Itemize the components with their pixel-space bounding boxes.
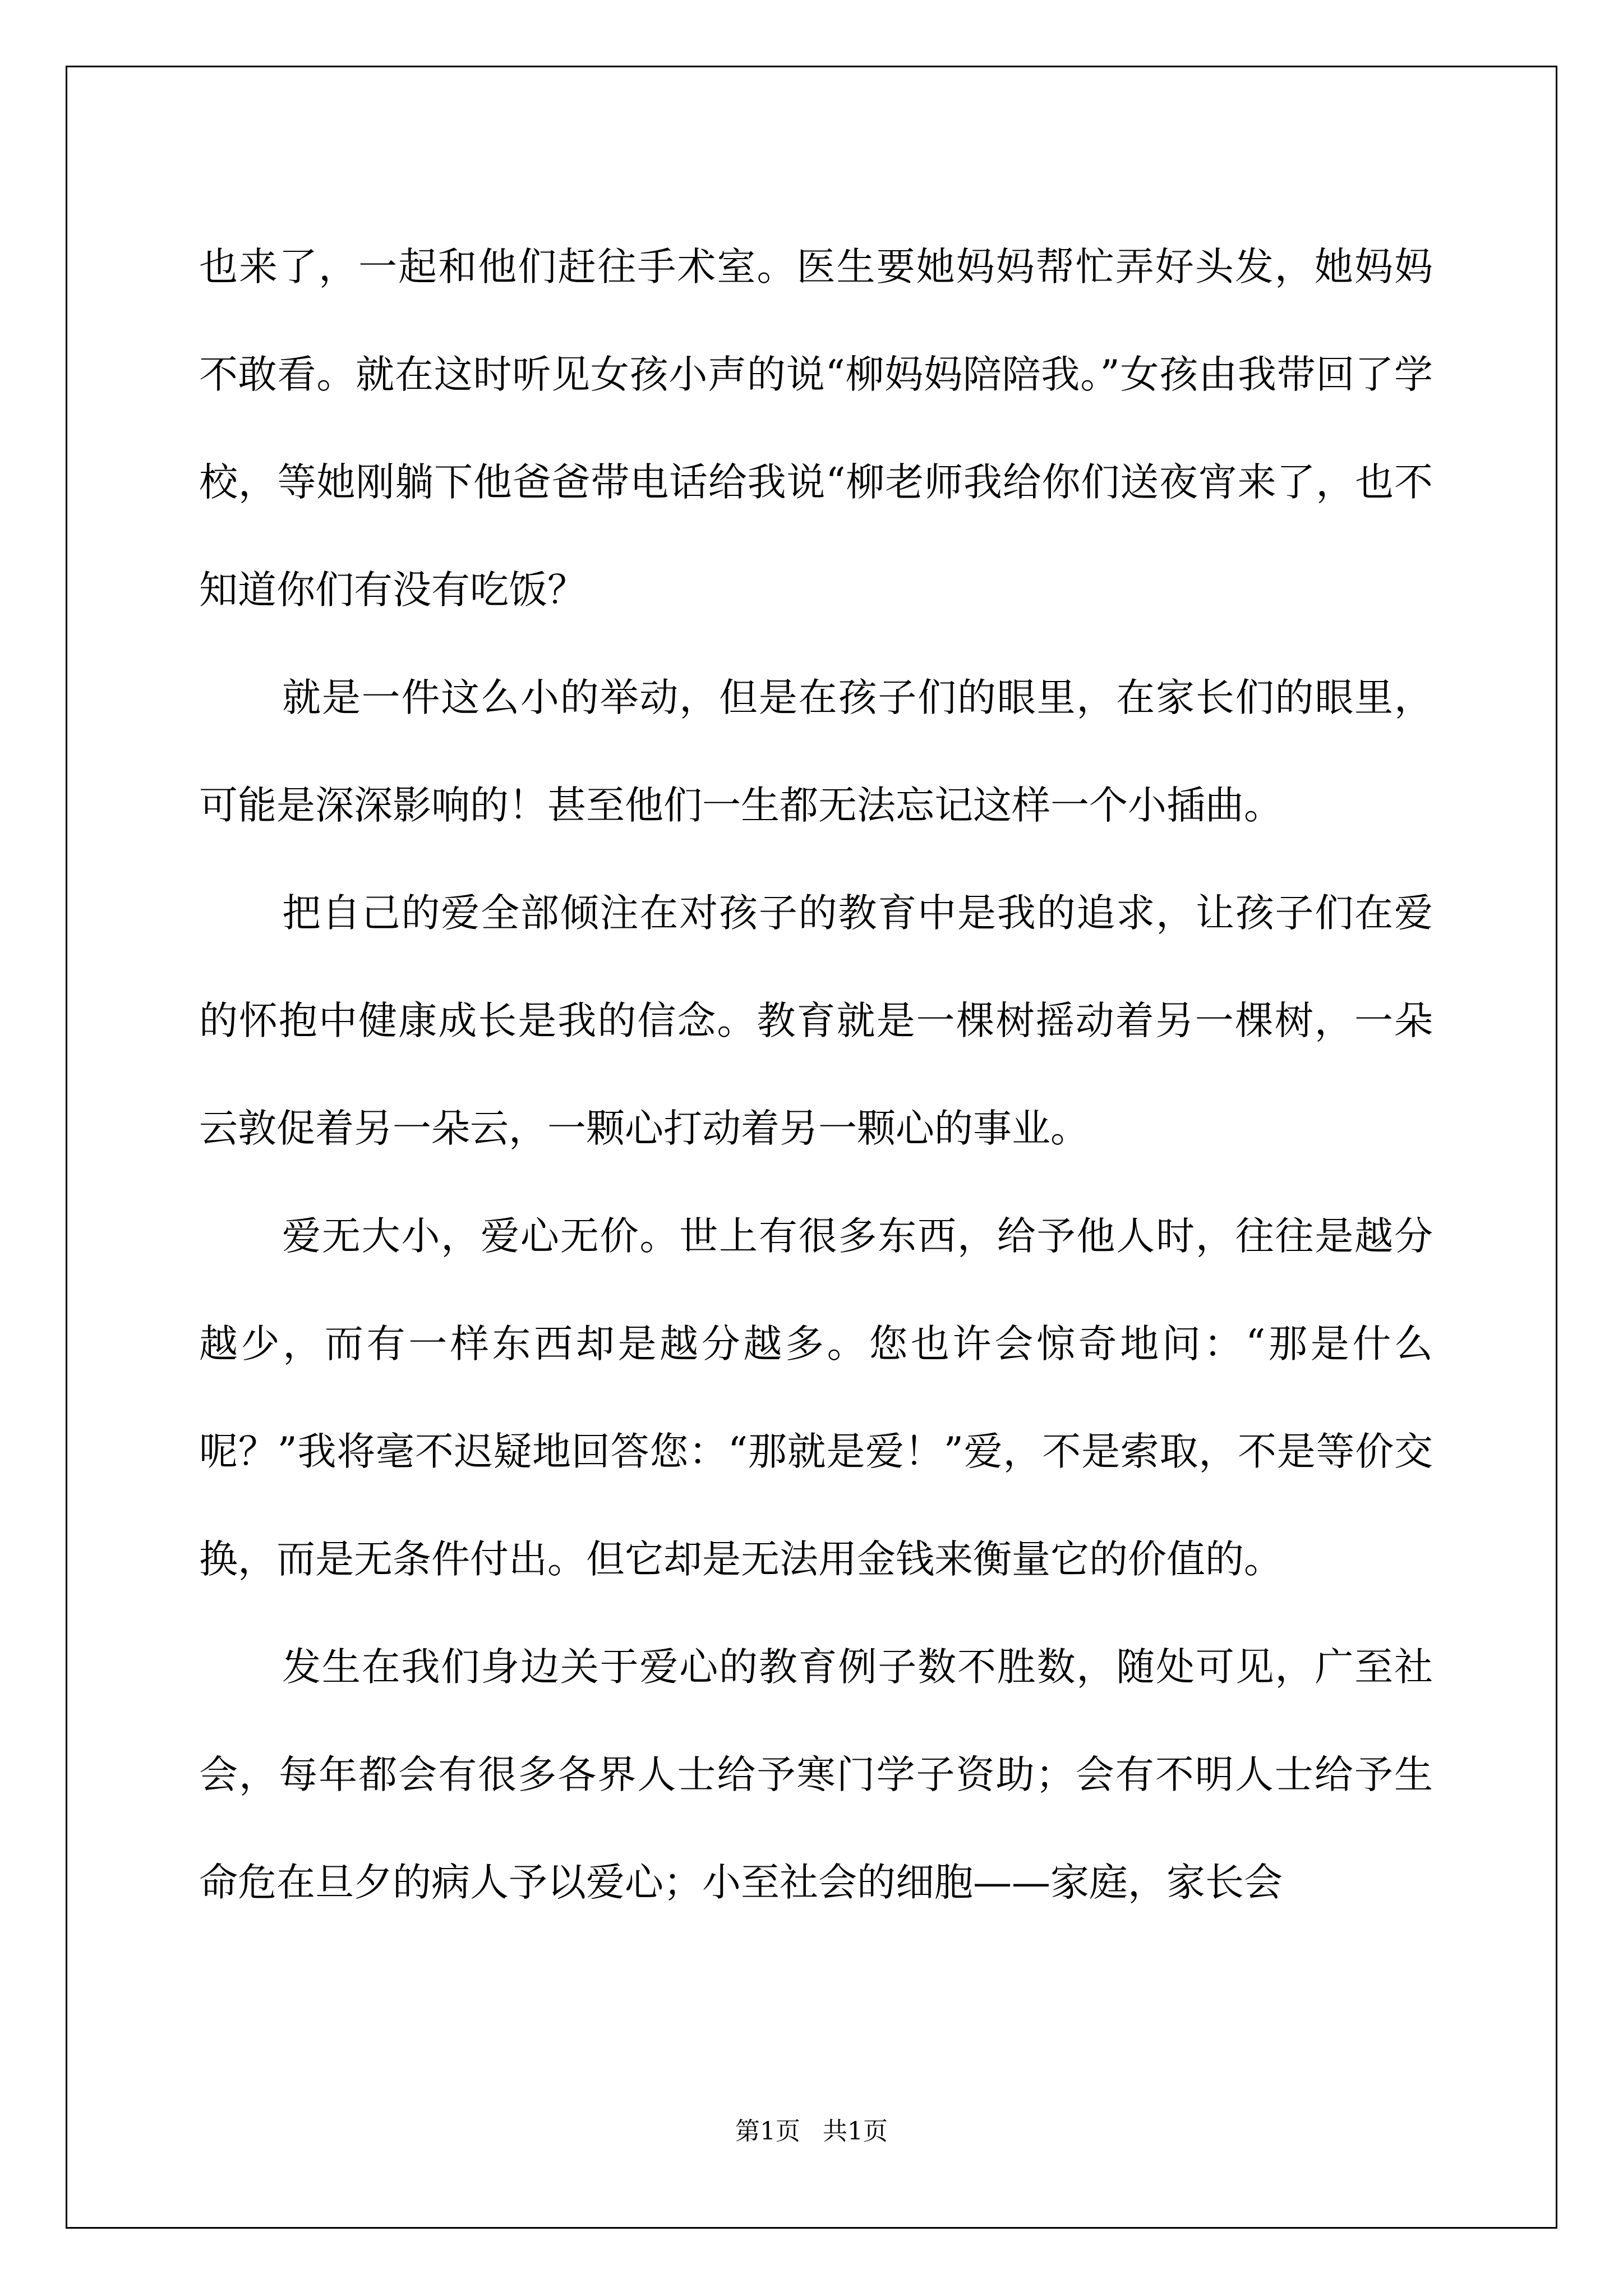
page-footer	[0, 2115, 1623, 2148]
page-number: 第1页	[735, 2117, 800, 2146]
paragraph-3: 把自己的爱全部倾注在对孩子的教育中是我的追求，让孩子们在爱的怀抱中健康成长是我的信念。教育就是一棵树摇动着另一棵树，一朵云敦促着另一朵云，一颗心打动着另一颗心的事业。	[199, 891, 1433, 1151]
paragraph-1: 也来了，一起和他们赶往手术室。医生要她妈妈帮忙弄好头发，她妈妈不敢看。就在这时听见女孩小声的说“柳妈妈陪陪我。”女孩由我带回了学校，等她刚躺下他爸爸带电话给我说“柳老师我给你们送夜宵来了，也不知道你们有没有吃饭？	[199, 245, 1433, 613]
page-total: 共1页	[823, 2117, 888, 2146]
paragraph-2: 就是一件这么小的举动，但是在孩子们的眼里，在家长们的眼里，可能是深深影响的！甚至他们一生都无法忘记这样一个小插曲。	[199, 675, 1433, 828]
paragraph-5: 发生在我们身边关于爱心的教育例子数不胜数，随处可见，广至社会，每年都会有很多各界人士给予寒门学子资助；会有不明人士给予生命危在旦夕的病人予以爱心；小至社会的细胞——家庭，家长会	[199, 1645, 1433, 1905]
document-body	[199, 213, 1433, 1936]
paragraph-4: 爱无大小，爱心无价。世上有很多东西，给予他人时，往往是越分越少，而有一样东西却是越分越多。您也许会惊奇地问：“那是什么呢？”我将毫不迟疑地回答您：“那就是爱！”爱，不是索取，不是等价交换，而是无条件付出。但它却是无法用金钱来衡量它的价值的。	[199, 1214, 1433, 1582]
